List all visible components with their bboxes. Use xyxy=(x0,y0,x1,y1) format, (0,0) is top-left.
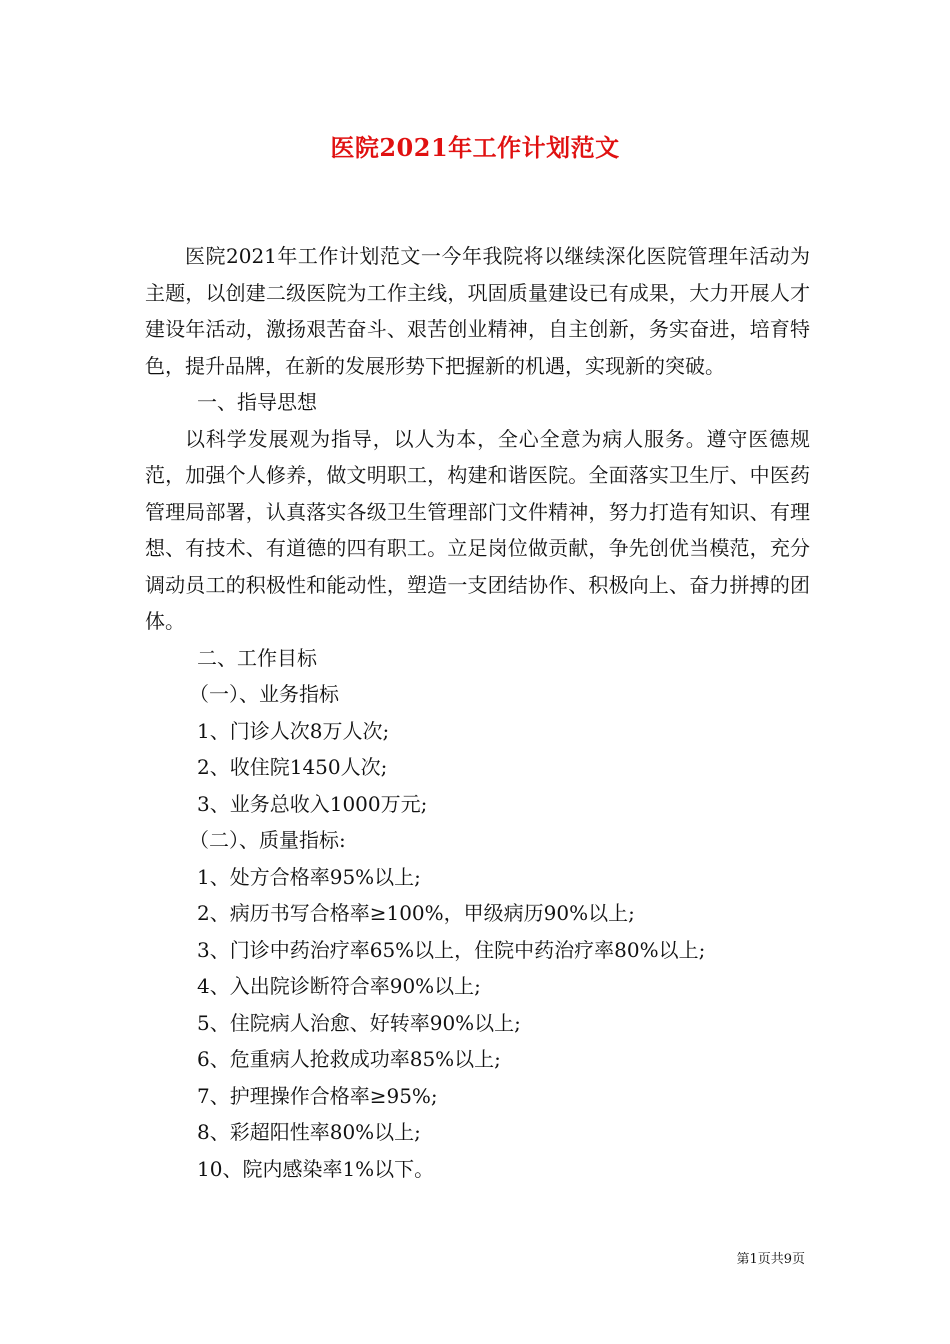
subsection-heading-business: （一）、业务指标 xyxy=(189,682,339,706)
list-item: 4、入出院诊断符合率90%以上; xyxy=(197,974,481,998)
subsection-heading-quality: （二）、质量指标: xyxy=(189,828,346,852)
document-title: 医院2021年工作计划范文 xyxy=(330,133,620,162)
document-body xyxy=(145,238,810,1187)
guiding-thought-paragraph: 以科学发展观为指导，以人为本，全心全意为病人服务。遵守医德规范，加强个人修养，做文明职工，构建和谐医院。全面落实卫生厅、中医药管理局部署，认真落实各级卫生管理部门文件精神，努力打造有知识、有理想、有技术、有道德的四有职工。立足岗位做贡献，争先创优当模范，充分调动员工的积极性和能动性，塑造一支团结协作、积极向上、奋力拼搏的团体。 xyxy=(145,426,810,633)
page-number: 第1页共9页 xyxy=(736,1252,805,1267)
list-item: 7、护理操作合格率≥95%; xyxy=(197,1083,438,1108)
list-item: 8、彩超阳性率80%以上; xyxy=(197,1120,421,1144)
list-item: 2、病历书写合格率≥100%，甲级病历90%以上; xyxy=(197,901,635,925)
list-item: 10、院内感染率1%以下。 xyxy=(197,1156,435,1181)
list-item: 3、业务总收入1000万元; xyxy=(197,791,428,816)
section-heading-work-goals: 二、工作目标 xyxy=(197,645,317,670)
list-item: 1、门诊人次8万人次; xyxy=(197,718,390,743)
list-item: 6、危重病人抢救成功率85%以上; xyxy=(197,1047,501,1071)
list-item: 1、处方合格率95%以上; xyxy=(197,864,421,889)
list-item: 3、门诊中药治疗率65%以上，住院中药治疗率80%以上; xyxy=(197,937,706,962)
list-item: 2、收住院1450人次; xyxy=(197,755,388,779)
list-item: 5、住院病人治愈、好转率90%以上; xyxy=(197,1010,521,1035)
section-heading-guiding-thought: 一、指导思想 xyxy=(197,390,317,414)
intro-paragraph: 医院2021年工作计划范文一今年我院将以继续深化医院管理年活动为主题，以创建二级医院为工作主线，巩固质量建设已有成果，大力开展人才建设年活动，激扬艰苦奋斗、艰苦创业精神，自主创新，务实奋进，培育特色，提升品牌，在新的发展形势下把握新的机遇，实现新的突破。 xyxy=(145,244,810,378)
